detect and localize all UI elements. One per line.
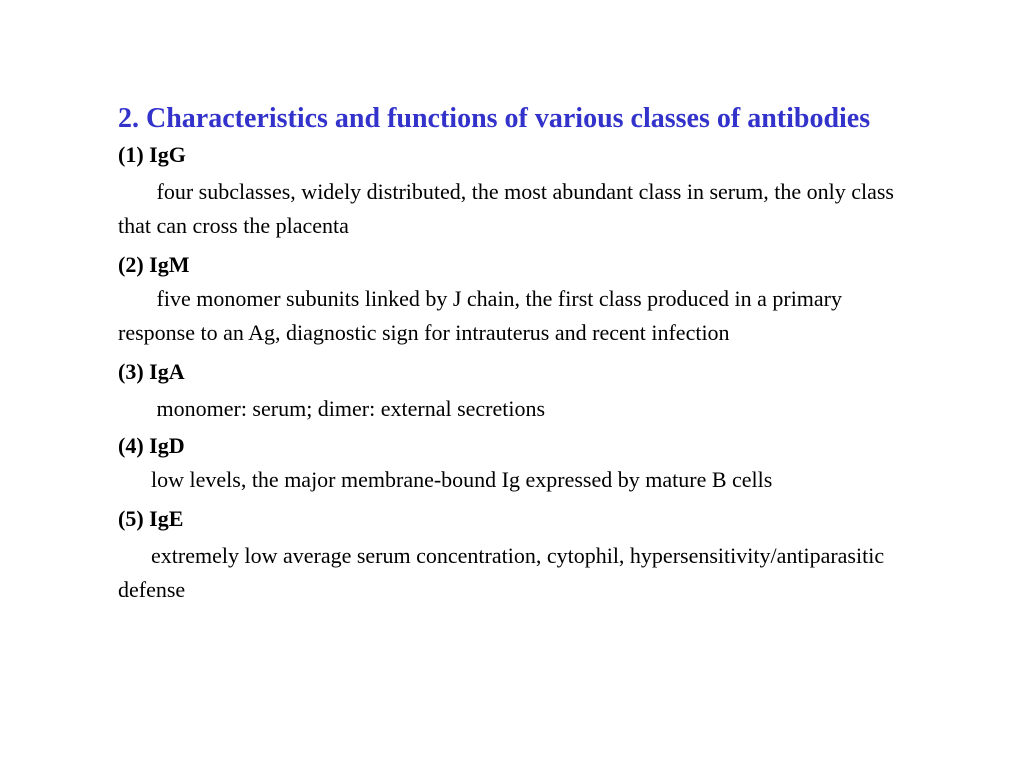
section-body-igg: four subclasses, widely distributed, the most abundant class in serum, the only class that can cross the placenta: [118, 179, 900, 238]
section-igm: [118, 248, 898, 350]
section-igd: [118, 429, 898, 497]
section-ige: [118, 502, 898, 607]
section-body-igm: five monomer subunits linked by J chain, the first class produced in a primary response to an Ag, diagnostic sign for intrauterus and recent infection: [118, 286, 848, 345]
section-body-ige: extremely low average serum concentration, cytophil, hypersensitivity/antiparasitic defense: [118, 543, 890, 602]
section-heading-igd: (4) IgD: [118, 433, 185, 458]
slide-title: 2. Characteristics and functions of various classes of antibodies: [118, 103, 871, 134]
section-heading-iga: (3) IgA: [118, 359, 185, 384]
section-heading-igg: (1) IgG: [118, 142, 186, 167]
section-heading-ige: (5) IgE: [118, 506, 184, 531]
section-heading-igm: (2) IgM: [118, 252, 190, 277]
section-body-igd: low levels, the major membrane-bound Ig expressed by mature B cells: [118, 467, 773, 492]
section-iga: [118, 355, 898, 426]
section-body-iga: monomer: serum; dimer: external secretions: [118, 396, 546, 421]
section-igg: [118, 138, 898, 243]
slide-content: [118, 100, 898, 607]
